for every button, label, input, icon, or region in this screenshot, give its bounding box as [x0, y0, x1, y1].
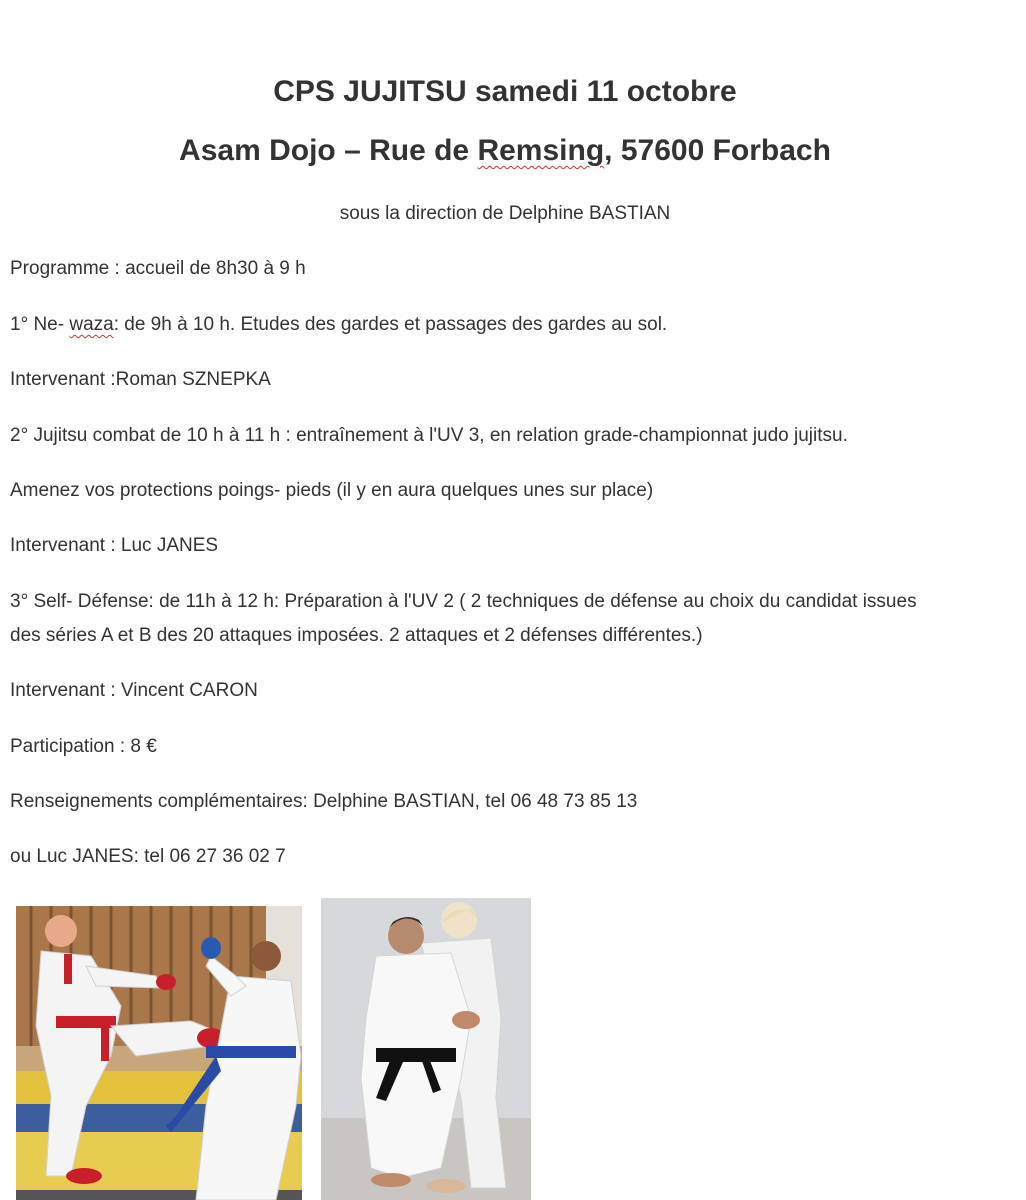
- jujitsu-grappling-illustration: [321, 898, 531, 1200]
- spellcheck-flagged-word: waza: [69, 314, 114, 335]
- jujitsu-combat-photo: [16, 906, 302, 1200]
- title-venue-prefix: Asam Dojo – Rue de: [179, 134, 478, 167]
- session-1-text: [10, 314, 667, 336]
- session-2-speaker: Intervenant : Luc JANES: [10, 535, 219, 556]
- session-1-prefix: 1° Ne-: [10, 314, 70, 335]
- jujitsu-combat-illustration: [16, 906, 302, 1200]
- contact-info-2: ou Luc JANES: tel 06 27 36 02 7: [10, 846, 286, 867]
- session-1-suffix: : de 9h à 10 h. Etudes des gardes et passages des gardes au sol.: [113, 314, 668, 335]
- session-2-note: Amenez vos protections poings- pieds (il y en aura quelques unes sur place): [10, 480, 654, 501]
- session-1-speaker: Intervenant :Roman SZNEPKA: [10, 369, 271, 390]
- jujitsu-grappling-photo: [321, 898, 531, 1200]
- title-line-2: [0, 134, 1010, 168]
- session-2-text: 2° Jujitsu combat de 10 h à 11 h : entraînement à l'UV 3, en relation grade-championnat judo jujitsu.: [10, 425, 848, 446]
- session-3-speaker: Intervenant : Vincent CARON: [10, 680, 258, 701]
- programme-text: Programme : accueil de 8h30 à 9 h: [10, 258, 306, 279]
- subtitle-direction: sous la direction de Delphine BASTIAN: [339, 203, 671, 224]
- spellcheck-flagged-word: Remsing: [477, 134, 605, 167]
- participation-fee: Participation : 8 €: [10, 736, 157, 757]
- contact-info-1: Renseignements complémentaires: Delphine BASTIAN, tel 06 48 73 85 13: [10, 791, 638, 812]
- session-3-text-line-2: des séries A et B des 20 attaques imposées. 2 attaques et 2 défenses différentes.): [10, 625, 703, 646]
- title-line-1: CPS JUJITSU samedi 11 octobre: [273, 75, 737, 108]
- session-3-text-line-1: 3° Self- Défense: de 11h à 12 h: Préparation à l'UV 2 ( 2 techniques de défense au choix du candidat issues: [10, 591, 917, 612]
- title-venue-suffix: , 57600 Forbach: [604, 134, 831, 167]
